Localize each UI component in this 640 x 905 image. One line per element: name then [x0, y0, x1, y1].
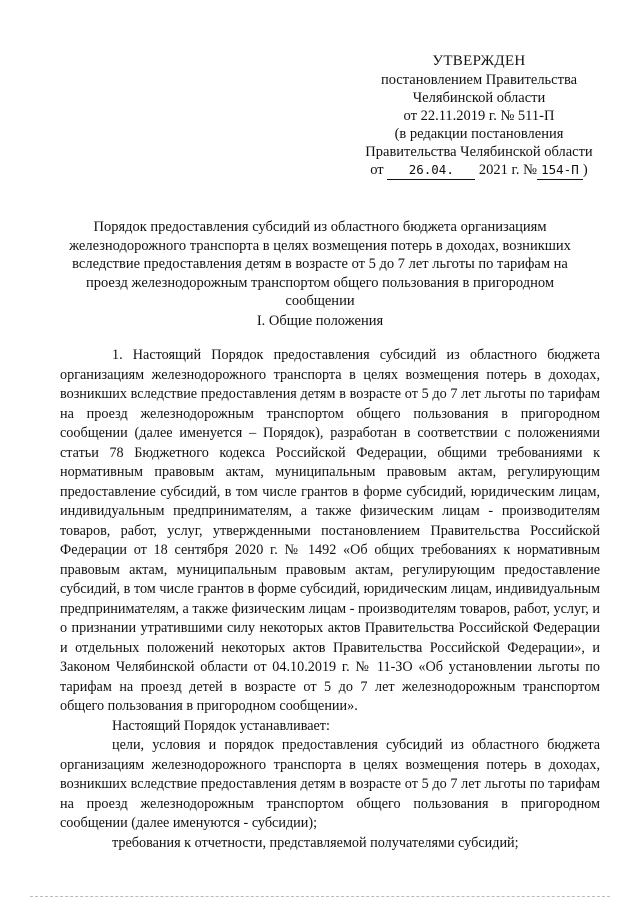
approval-title: УТВЕРЖДЕН — [432, 53, 526, 69]
paragraph-2: Настоящий Порядок устанавливает: — [112, 717, 330, 734]
handwritten-number: 154-П — [537, 161, 583, 180]
close-paren: ) — [582, 162, 588, 178]
document-title: Порядок предоставления субсидий из областного бюджета организациям железнодорожного транспорта в целях возмещения потерь в доходах, возникших вследствие предоставления детям в возрасте от 5 до 7 лет льготы по тарифам на проезд железнодорожным транспортом общего пользования в пригородном сообщении — [69, 219, 571, 309]
paragraph-3: цели, условия и порядок предоставления субсидий из областного бюджета организациям железнодорожного транспорта в целях возмещения потерь в доходах, возникших вследствие предоставления детям в возрасте от 5 до 7 лет льготы по тарифам на проезд железнодорожным транспортом общего пользования в пригородном сообщении (далее именуются - субсидии); — [60, 737, 600, 831]
approval-line-3: от 22.11.2019 г. № 511-П — [403, 108, 555, 124]
approval-line-4: (в редакции постановления — [394, 126, 564, 142]
amendment-date-line — [355, 161, 603, 180]
section-title: I. Общие положения — [256, 313, 384, 329]
approval-line-1: постановлением Правительства — [380, 72, 578, 88]
approval-line-5: Правительства Челябинской области — [365, 144, 593, 160]
page-bottom-divider — [30, 896, 610, 897]
paragraph-1: 1. Настоящий Порядок предоставления субсидий из областного бюджета организациям железнодорожного транспорта в целях возмещения потерь в доходах, возникших вследствие предоставления детям в возрасте от 5 до 7 лет льготы по тарифам на проезд железнодорожным транспортом общего пользования в пригородном сообщении (далее именуется – Порядок), разработан в соответствии с положениями статьи 78 Бюджетного кодекса Российской Федерации, общими требованиями к нормативным правовым актам, муниципальным правовым актам, регулирующим предоставление субсидий, в том числе грантов в форме субсидий, юридическим лицам, индивидуальным предпринимателям, а также физическим лицам - производителям товаров, работ, услуг, утвержденными постановлением Правительства Российской Федерации от 18 сентября 2020 г. № 1492 «Об общих требованиях к нормативным правовым актам, муниципальным правовым актам, регулирующим предоставление субсидий, в том числе грантов в форме субсидий, юридическим лицам, индивидуальным предпринимателям, а также физическим лицам - производителям товаров, работ, услуг, и о признании утратившими силу некоторых актов Правительства Российской Федерации и отдельных положений некоторых актов Правительства Российской Федерации», и Законом Челябинской области от 04.10.2019 г. № 11-ЗО «Об установлении льготы по тарифам на проезд детей в возрасте от 5 до 7 лет железнодорожным транспортом общего пользования в пригородном сообщении». — [60, 347, 600, 714]
paragraph-4: требования к отчетности, представляемой получателями субсидий; — [112, 834, 519, 851]
handwritten-date: 26.04. — [387, 161, 475, 180]
document-body — [60, 346, 600, 853]
approval-stamp — [355, 52, 603, 180]
approval-line-2: Челябинской области — [412, 90, 546, 106]
year-text: 2021 г. № — [478, 162, 537, 178]
date-prefix: от — [370, 162, 384, 178]
